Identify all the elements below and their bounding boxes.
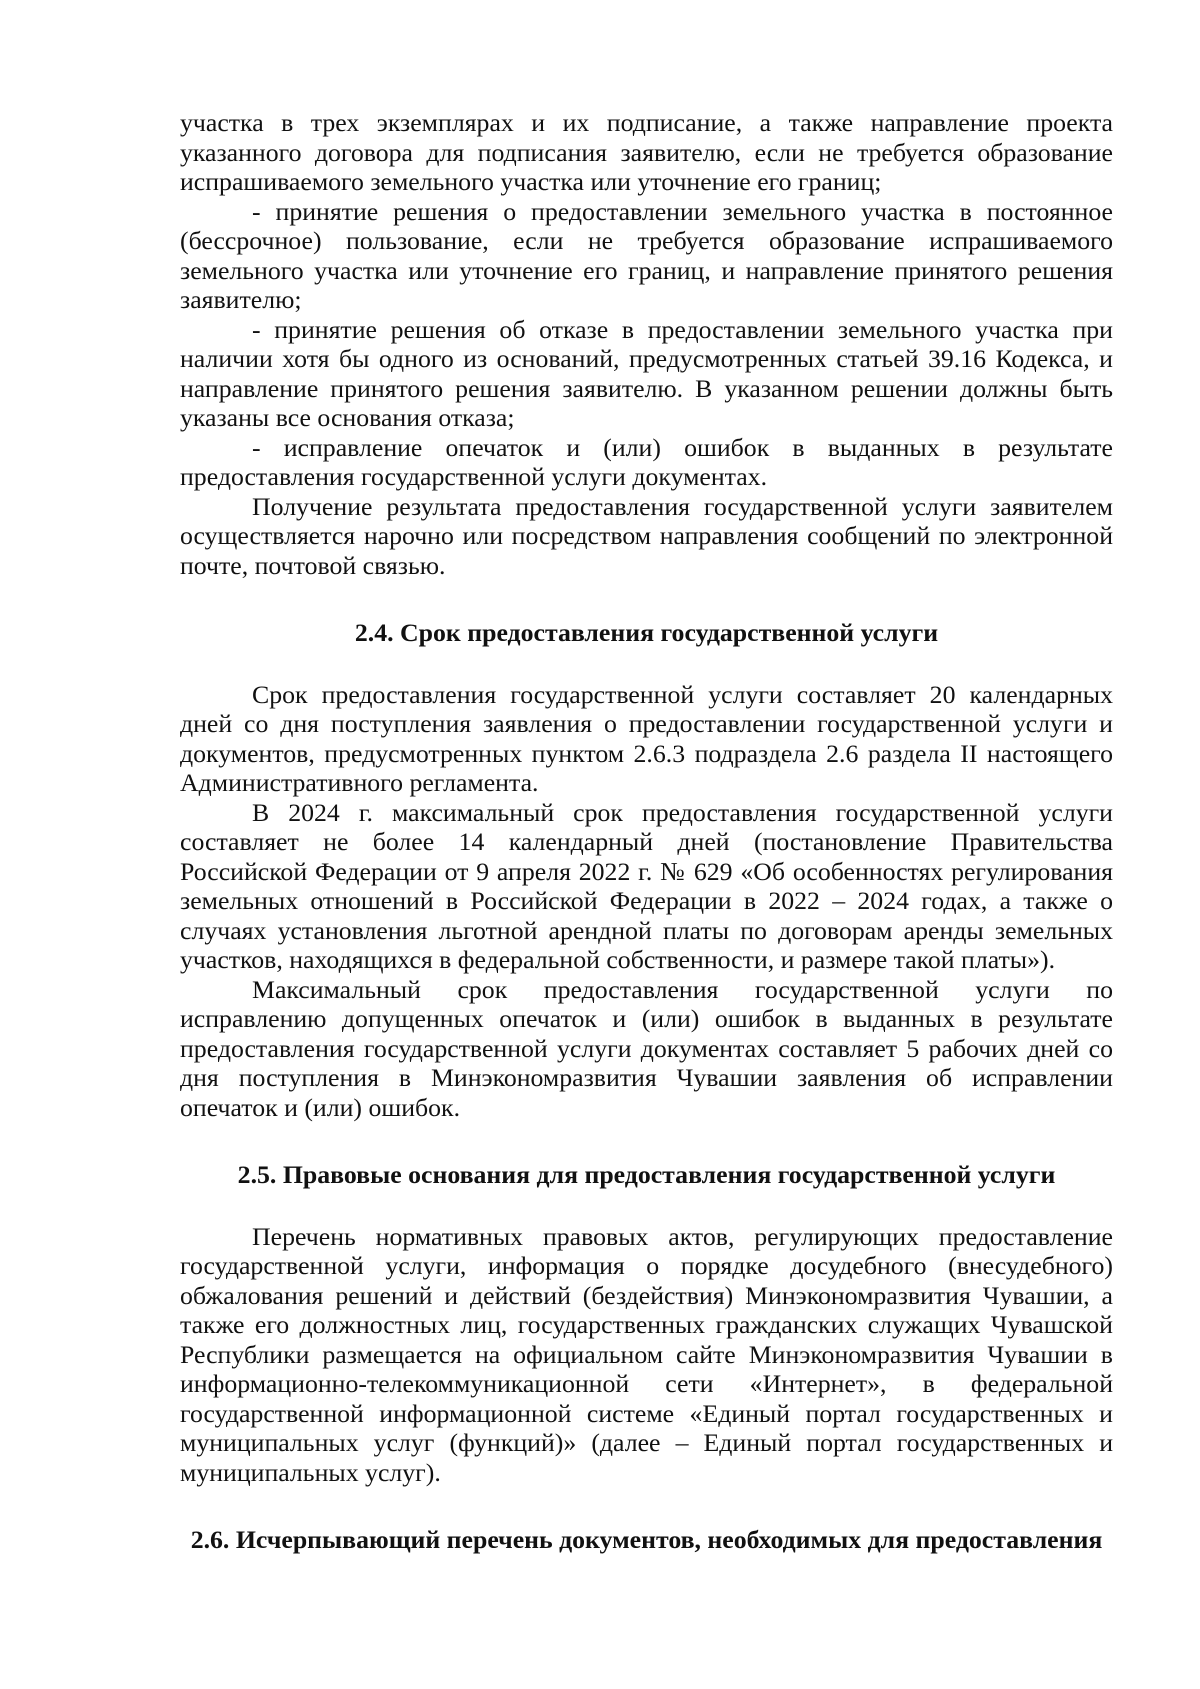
paragraph-receipt: Получение результата предоставления государственной услуги заявителем осуществляется нарочно или посредством направления сообщений по электронной почте, почтовой связью. [180, 491, 1113, 580]
paragraph-term-2024: В 2024 г. максимальный срок предоставления государственной услуги составляет не более 14 календарный дней (постановление Правительства Российской Федерации от 9 апреля 2022 г. № 629 «Об особенностях регулирования земельных отношений в Российской Федерации в 2022 – 2024 годах, а также о случаях установления льготной арендной платы по договорам аренды земельных участков, находящихся в федеральной собственности, и размере такой платы»). [180, 797, 1113, 974]
page-content [180, 108, 1113, 1555]
paragraph-term: Срок предоставления государственной услуги составляет 20 календарных дней со дня поступления заявления о предоставлении государственной услуги и документов, предусмотренных пунктом 2.6.3 подраздела 2.6 раздела II настоящего Административного регламента. [180, 679, 1113, 797]
section-heading-2-5: 2.5. Правовые основания для предоставления государственной услуги [237, 1160, 1056, 1189]
list-item-refusal: - принятие решения об отказе в предоставлении земельного участка при наличии хотя бы одного из оснований, предусмотренных статьей 39.16 Кодекса, и направление принятого решения заявителю. В указанном решении должны быть указаны все основания отказа; [180, 314, 1113, 432]
list-item-corrections: - исправление опечаток и (или) ошибок в выданных в результате предоставления государственной услуги документах. [180, 432, 1113, 491]
section-2-5 [180, 1160, 1113, 1487]
paragraph-legal-basis: Перечень нормативных правовых актов, регулирующих предоставление государственной услуги, информация о порядке досудебного (внесудебного) обжалования решений и действий (бездействия) Минэкономразвития Чувашии, а также его должностных лиц, государственных гражданских служащих Чувашской Республики размещается на официальном сайте Минэкономразвития Чувашии в информационно-телекоммуникационной сети «Интернет», в федеральной государственной информационной системе «Единый портал государственных и муниципальных услуг (функций)» (далее – Единый портал государственных и муниципальных услуг). [180, 1221, 1113, 1487]
section-2-6 [180, 1525, 1113, 1555]
paragraph-term-corrections: Максимальный срок предоставления государственной услуги по исправлению допущенных опечаток и (или) ошибок в выданных в результате предоставления государственной услуги документах составляет 5 рабочих дней со дня поступления в Минэкономразвития Чувашии заявления об исправлении опечаток и (или) ошибок. [180, 974, 1113, 1122]
section-2-4 [180, 618, 1113, 1122]
section-heading-2-4: 2.4. Срок предоставления государственной услуги [354, 618, 939, 647]
intro-block [180, 108, 1113, 580]
paragraph-continuation: участка в трех экземплярах и их подписание, а также направление проекта указанного договора для подписания заявителю, если не требуется образование испрашиваемого земельного участка или уточнение его границ; [180, 108, 1113, 196]
section-heading-2-6: 2.6. Исчерпывающий перечень документов, необходимых для предоставления [190, 1525, 1103, 1554]
list-item-permanent-use: - принятие решения о предоставлении земельного участка в постоянное (бессрочное) пользование, если не требуется образование испрашиваемого земельного участка или уточнение его границ, и направление принятого решения заявителю; [180, 196, 1113, 314]
